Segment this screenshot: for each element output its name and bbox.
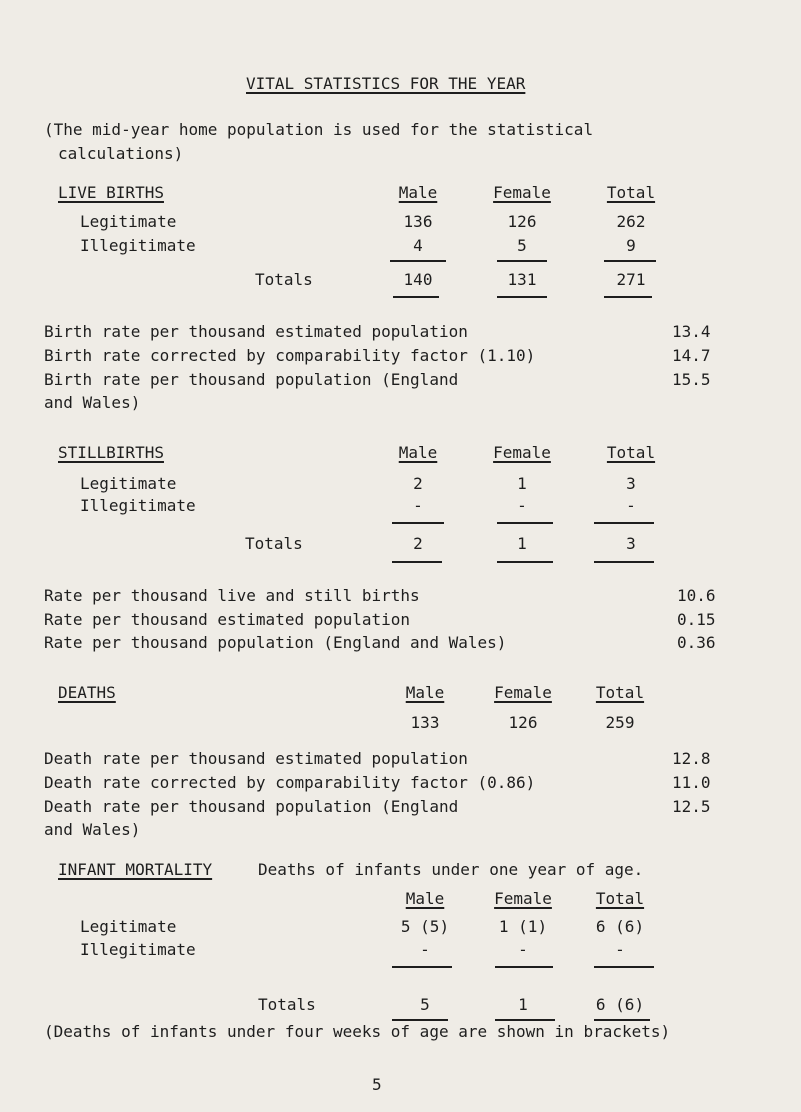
total-rule (594, 1019, 650, 1021)
stillbirths-row-label: Legitimate (80, 474, 177, 493)
deaths-cell: 259 (605, 713, 635, 732)
total-rule (497, 561, 553, 563)
infant-footnote: (Deaths of infants under four weeks of age are shown in brackets) (44, 1022, 671, 1041)
death-rate-label: Death rate per thousand population (England (44, 797, 459, 816)
stillbirths-total-cell: 3 (626, 534, 636, 553)
live-births-cell: 136 (403, 212, 433, 231)
stillbirth-rate-label: Rate per thousand live and still births (44, 586, 420, 605)
infant-mortality-heading: INFANT MORTALITY (58, 860, 213, 879)
live-births-row-label: Legitimate (80, 212, 177, 231)
infant-cell: 5 (5) (400, 917, 450, 936)
live-births-cell: 126 (507, 212, 537, 231)
deaths-cell: 133 (410, 713, 440, 732)
live-births-col-total: Total (606, 183, 656, 202)
stillbirths-cell: 2 (413, 474, 423, 493)
stillbirths-cell: - (413, 496, 423, 515)
death-rate-label: Death rate corrected by comparability factor (0.86) (44, 773, 536, 792)
live-births-cell: 262 (616, 212, 646, 231)
infant-col-male: Male (405, 889, 445, 908)
total-rule (594, 561, 654, 563)
death-rate-value: 12.5 (672, 797, 711, 816)
stillbirths-total-cell: 1 (517, 534, 527, 553)
stillbirths-totals-label: Totals (245, 534, 303, 553)
birth-rate-label: Birth rate corrected by comparability factor (1.10) (44, 346, 536, 365)
stillbirths-cell: - (626, 496, 636, 515)
sum-rule (392, 522, 444, 524)
stillbirths-cell: 1 (517, 474, 527, 493)
stillbirths-col-male: Male (398, 443, 438, 462)
infant-mortality-subtitle: Deaths of infants under one year of age. (258, 860, 644, 879)
stillbirth-rate-value: 0.36 (677, 633, 716, 652)
deaths-col-male: Male (405, 683, 445, 702)
live-births-col-male: Male (398, 183, 438, 202)
live-births-col-female: Female (493, 183, 551, 202)
stillbirths-col-female: Female (493, 443, 551, 462)
stillbirth-rate-label: Rate per thousand population (England and Wales) (44, 633, 507, 652)
infant-total-cell: 5 (420, 995, 430, 1014)
intro-note-line2: calculations) (58, 144, 184, 163)
sum-rule (392, 966, 452, 968)
birth-rate-label: Birth rate per thousand population (England (44, 370, 459, 389)
infant-total-cell: 6 (6) (595, 995, 645, 1014)
death-rate-label: Death rate per thousand estimated population (44, 749, 468, 768)
infant-cell: - (420, 940, 430, 959)
stillbirth-rate-label: Rate per thousand estimated population (44, 610, 411, 629)
page-number: 5 (372, 1075, 382, 1094)
live-births-totals-label: Totals (255, 270, 313, 289)
total-rule (392, 1019, 448, 1021)
live-births-cell: 5 (517, 236, 527, 255)
sum-rule (497, 522, 553, 524)
live-births-cell: 9 (626, 236, 636, 255)
stillbirths-cell: 3 (626, 474, 636, 493)
infant-cell: 1 (1) (498, 917, 548, 936)
sum-rule (497, 260, 547, 262)
infant-total-cell: 1 (518, 995, 528, 1014)
infant-cell: 6 (6) (595, 917, 645, 936)
infant-row-label: Illegitimate (80, 940, 196, 959)
live-births-total-cell: 271 (616, 270, 646, 289)
total-rule (495, 1019, 555, 1021)
sum-rule (390, 260, 446, 262)
infant-totals-label: Totals (258, 995, 316, 1014)
birth-rate-value: 13.4 (672, 322, 711, 341)
death-rate-value: 11.0 (672, 773, 711, 792)
stillbirths-total-cell: 2 (413, 534, 423, 553)
sum-rule (594, 522, 654, 524)
deaths-cell: 126 (508, 713, 538, 732)
infant-col-female: Female (494, 889, 552, 908)
live-births-heading: LIVE BIRTHS (58, 183, 164, 202)
intro-note-line1: (The mid-year home population is used for the statistical (44, 120, 594, 139)
stillbirth-rate-value: 0.15 (677, 610, 716, 629)
deaths-col-total: Total (595, 683, 645, 702)
stillbirths-cell: - (517, 496, 527, 515)
stillbirths-heading: STILLBIRTHS (58, 443, 164, 462)
total-rule (393, 296, 439, 298)
live-births-total-cell: 140 (403, 270, 433, 289)
birth-rate-label-cont: and Wales) (44, 393, 141, 412)
sum-rule (495, 966, 553, 968)
death-rate-label-cont: and Wales) (44, 820, 141, 839)
deaths-col-female: Female (494, 683, 552, 702)
birth-rate-value: 15.5 (672, 370, 711, 389)
live-births-total-cell: 131 (507, 270, 537, 289)
birth-rate-value: 14.7 (672, 346, 711, 365)
deaths-heading: DEATHS (58, 683, 116, 702)
page-title: VITAL STATISTICS FOR THE YEAR (246, 74, 526, 93)
live-births-row-label: Illegitimate (80, 236, 196, 255)
infant-col-total: Total (595, 889, 645, 908)
birth-rate-label: Birth rate per thousand estimated population (44, 322, 468, 341)
stillbirths-row-label: Illegitimate (80, 496, 196, 515)
infant-cell: - (518, 940, 528, 959)
infant-row-label: Legitimate (80, 917, 177, 936)
total-rule (604, 296, 652, 298)
stillbirths-col-total: Total (606, 443, 656, 462)
sum-rule (594, 966, 654, 968)
total-rule (392, 561, 442, 563)
stillbirth-rate-value: 10.6 (677, 586, 716, 605)
live-births-cell: 4 (413, 236, 423, 255)
sum-rule (604, 260, 656, 262)
death-rate-value: 12.8 (672, 749, 711, 768)
total-rule (497, 296, 547, 298)
infant-cell: - (615, 940, 625, 959)
